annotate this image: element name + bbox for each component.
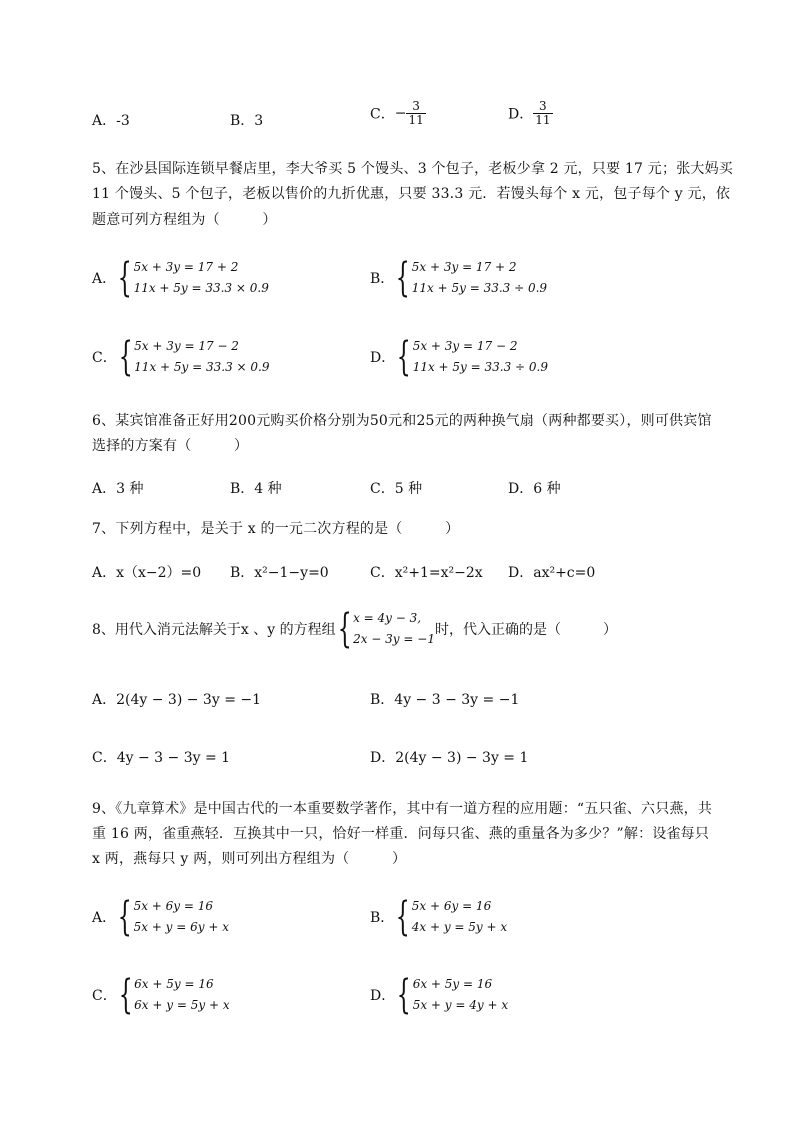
equation: 5x + 3y = 17 + 2: [411, 260, 517, 274]
q4-option-c: [370, 100, 426, 127]
q7-stem: 7、下列方程中，是关于 x 的一元二次方程的是（ ）: [92, 521, 460, 537]
q7-option-d: D．ax²+c=0: [508, 565, 596, 581]
brace-icon: {: [396, 255, 411, 301]
q5-option-a: [92, 257, 269, 299]
option-label: D．: [370, 350, 396, 366]
option-label: D．: [508, 106, 534, 123]
option-label: C．: [92, 988, 117, 1004]
equation: 5x + y = 6y + x: [133, 920, 229, 934]
q6-stem-line2: 选择的方案有（ ）: [92, 438, 249, 454]
brace-icon: {: [337, 606, 352, 652]
equation: 6x + 5y = 16: [134, 977, 214, 991]
numerator: 3: [533, 100, 552, 114]
q8-stem: [92, 608, 617, 650]
brace-icon: {: [118, 334, 133, 380]
q9-option-d: [370, 974, 508, 1016]
option-label: A．: [92, 910, 117, 926]
equation: 4x + y = 5y + x: [411, 920, 508, 934]
option-label: C．: [370, 106, 395, 123]
q5-option-c: [92, 336, 269, 378]
equation: 5x + 6y = 16: [411, 899, 492, 913]
q9-stem-line2: 重 16 两，雀重燕轻．互换其中一只，恰好一样重．问每只雀、燕的重量各为多少？”解：设雀每只: [92, 826, 710, 842]
equation: 5x + 6y = 16: [133, 899, 214, 913]
q9-stem-line3: x 两，燕每只 y 两，则可列出方程组为（ ）: [92, 851, 407, 867]
option-label: B．: [370, 910, 395, 926]
q5-stem-line1: 5、在沙县国际连锁早餐店里，李大爷买 5 个馒头、3 个包子，老板少拿 2 元，只要 17 元；张大妈买: [92, 161, 733, 177]
option-label: B．: [230, 113, 255, 129]
brace-icon: {: [396, 334, 411, 380]
equation: 11x + 5y = 33.3 × 0.9: [134, 360, 270, 374]
equation: 5x + y = 4y + x: [412, 998, 509, 1012]
option-value: 3: [254, 113, 264, 129]
option-label: C．: [92, 350, 117, 366]
minus-sign: −: [394, 105, 407, 122]
q7-option-c: C．x²+1=x²−2x: [370, 565, 483, 581]
q4-option-b: [230, 110, 263, 130]
q6-option-d: D．6 种: [508, 481, 561, 497]
option-value: -3: [116, 113, 130, 129]
q8-stem-prefix: 8、用代入消元法解关于x 、y 的方程组: [92, 622, 336, 638]
brace-icon: {: [396, 894, 411, 940]
numerator: 3: [406, 100, 425, 114]
fraction: [406, 100, 425, 127]
q9-option-a: [92, 896, 229, 938]
q9-stem-line1: 9、《九章算术》是中国古代的一本重要数学著作，其中有一道方程的应用题：“五只雀、六只燕，共: [92, 801, 713, 817]
equation: 5x + 3y = 17 + 2: [133, 260, 239, 274]
equation: 5x + 3y = 17 − 2: [412, 339, 518, 353]
equation: 11x + 5y = 33.3 × 0.9: [133, 281, 269, 295]
q5-option-b: [370, 257, 547, 299]
q6-stem-line1: 6、某宾馆准备正好用200元购买价格分别为50元和25元的两种换气扇（两种都要买），则可供宾馆: [92, 413, 712, 429]
q4-option-a: [92, 110, 130, 130]
q8-option-c: C．4y − 3 − 3y = 1: [92, 750, 231, 766]
fraction: [533, 100, 552, 127]
equation: 2x − 3y = −1: [353, 632, 435, 646]
brace-icon: {: [117, 894, 132, 940]
q8-option-b: B．4y − 3 − 3y = −1: [370, 692, 520, 708]
equation: 6x + y = 5y + x: [134, 998, 230, 1012]
equation: 6x + 5y = 16: [412, 977, 493, 991]
option-label: D．: [370, 988, 396, 1004]
brace-icon: {: [117, 255, 132, 301]
q7-option-b: B．x²−1−y=0: [230, 565, 329, 581]
q6-option-a: A．3 种: [92, 481, 144, 497]
option-label: A．: [92, 271, 117, 287]
option-label: A．: [92, 113, 117, 129]
q8-option-a: A．2(4y − 3) − 3y = −1: [92, 692, 262, 708]
equation: 11x + 5y = 33.3 ÷ 0.9: [411, 281, 548, 295]
denominator: 11: [408, 113, 424, 128]
q4-option-d: [508, 100, 553, 127]
brace-icon: {: [396, 972, 411, 1018]
q9-option-b: [370, 896, 507, 938]
q8-option-d: D．2(4y − 3) − 3y = 1: [370, 750, 529, 766]
q5-stem-line3: 题意可列方程组为（ ）: [92, 212, 277, 228]
q8-stem-suffix: 时，代入正确的是（ ）: [434, 622, 617, 638]
q6-option-b: B．4 种: [230, 481, 282, 497]
equation: 11x + 5y = 33.3 ÷ 0.9: [412, 360, 548, 374]
q9-option-c: [92, 974, 230, 1016]
q5-option-d: [370, 336, 548, 378]
equation: x = 4y − 3,: [353, 611, 422, 625]
q7-option-a: A．x（x−2）=0: [92, 565, 202, 581]
equation: 5x + 3y = 17 − 2: [134, 339, 239, 353]
denominator: 11: [535, 113, 551, 128]
option-label: B．: [370, 271, 395, 287]
q6-option-c: C．5 种: [370, 481, 423, 497]
q5-stem-line2: 11 个馒头、5 个包子，老板以售价的九折优惠，只要 33.3 元．若馒头每个 x 元，包子每个 y 元，依: [92, 186, 731, 202]
brace-icon: {: [118, 972, 133, 1018]
